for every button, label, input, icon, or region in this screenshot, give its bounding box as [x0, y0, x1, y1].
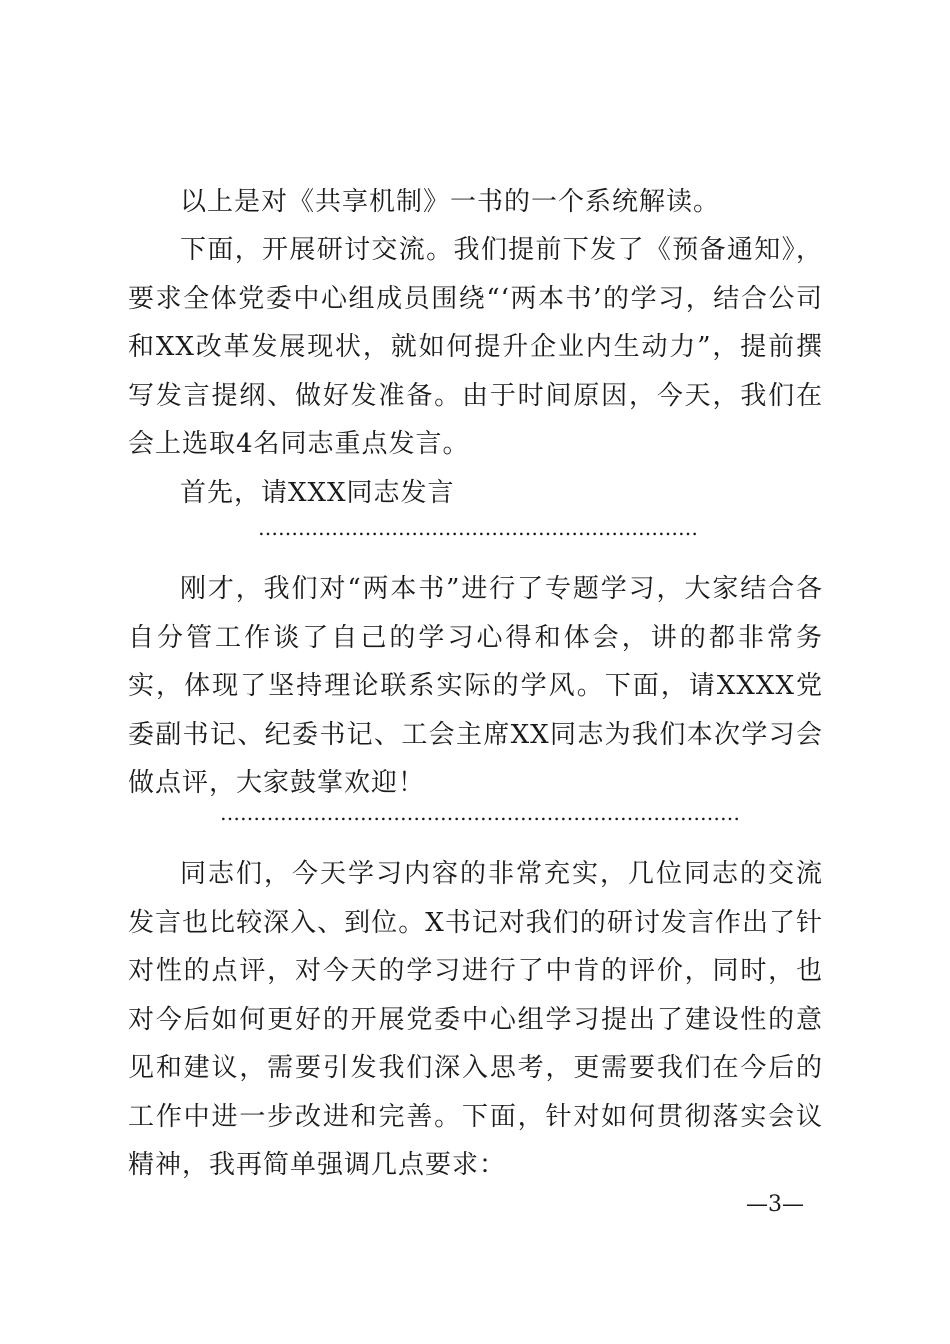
paragraph-discussion-arrangement: 下面，开展研讨交流。我们提前下发了《预备通知》，要求全体党委中心组成员围绕“‘两本书’的学习，结合公司和XX改革发展现状，就如何提升企业内生动力”，提前撰写发言提纲、做好发准备。由于时间原因，今天，我们在会上选取4名同志重点发言。 — [128, 235, 823, 459]
page-number: —3— — [746, 1192, 804, 1217]
paragraph-closing-requirements: 同志们，今天学习内容的非常充实，几位同志的交流发言也比较深入、到位。X书记对我们的研讨发言作出了针对性的点评，对今天的学习进行了中肯的评价，同时，也对今后如何更好的开展党委中心组学习提出了建设性的意见和建议，需要引发我们深入思考，更需要我们在今后的工作中进一步改进和完善。下面，针对如何贯彻落实会议精神，我再简单强调几点要求： — [128, 859, 823, 1180]
paragraph-review-comments: 刚才，我们对“两本书”进行了专题学习，大家结合各自分管工作谈了自己的学习心得和体会，讲的都非常务实，体现了坚持理论联系实际的学风。下面，请XXXX党委副书记、纪委书记、工会主席XX同志为我们本次学习会做点评，大家鼓掌欢迎！ — [128, 574, 823, 798]
paragraph-first-speaker: 首先，请XXX同志发言 — [180, 478, 455, 508]
separator-dots: …………………………………………………………………… — [220, 801, 740, 825]
paragraph-intro-summary: 以上是对《共享机制》一书的一个系统解读。 — [180, 187, 721, 217]
separator-dots: ………………………………………………………… — [258, 516, 698, 540]
